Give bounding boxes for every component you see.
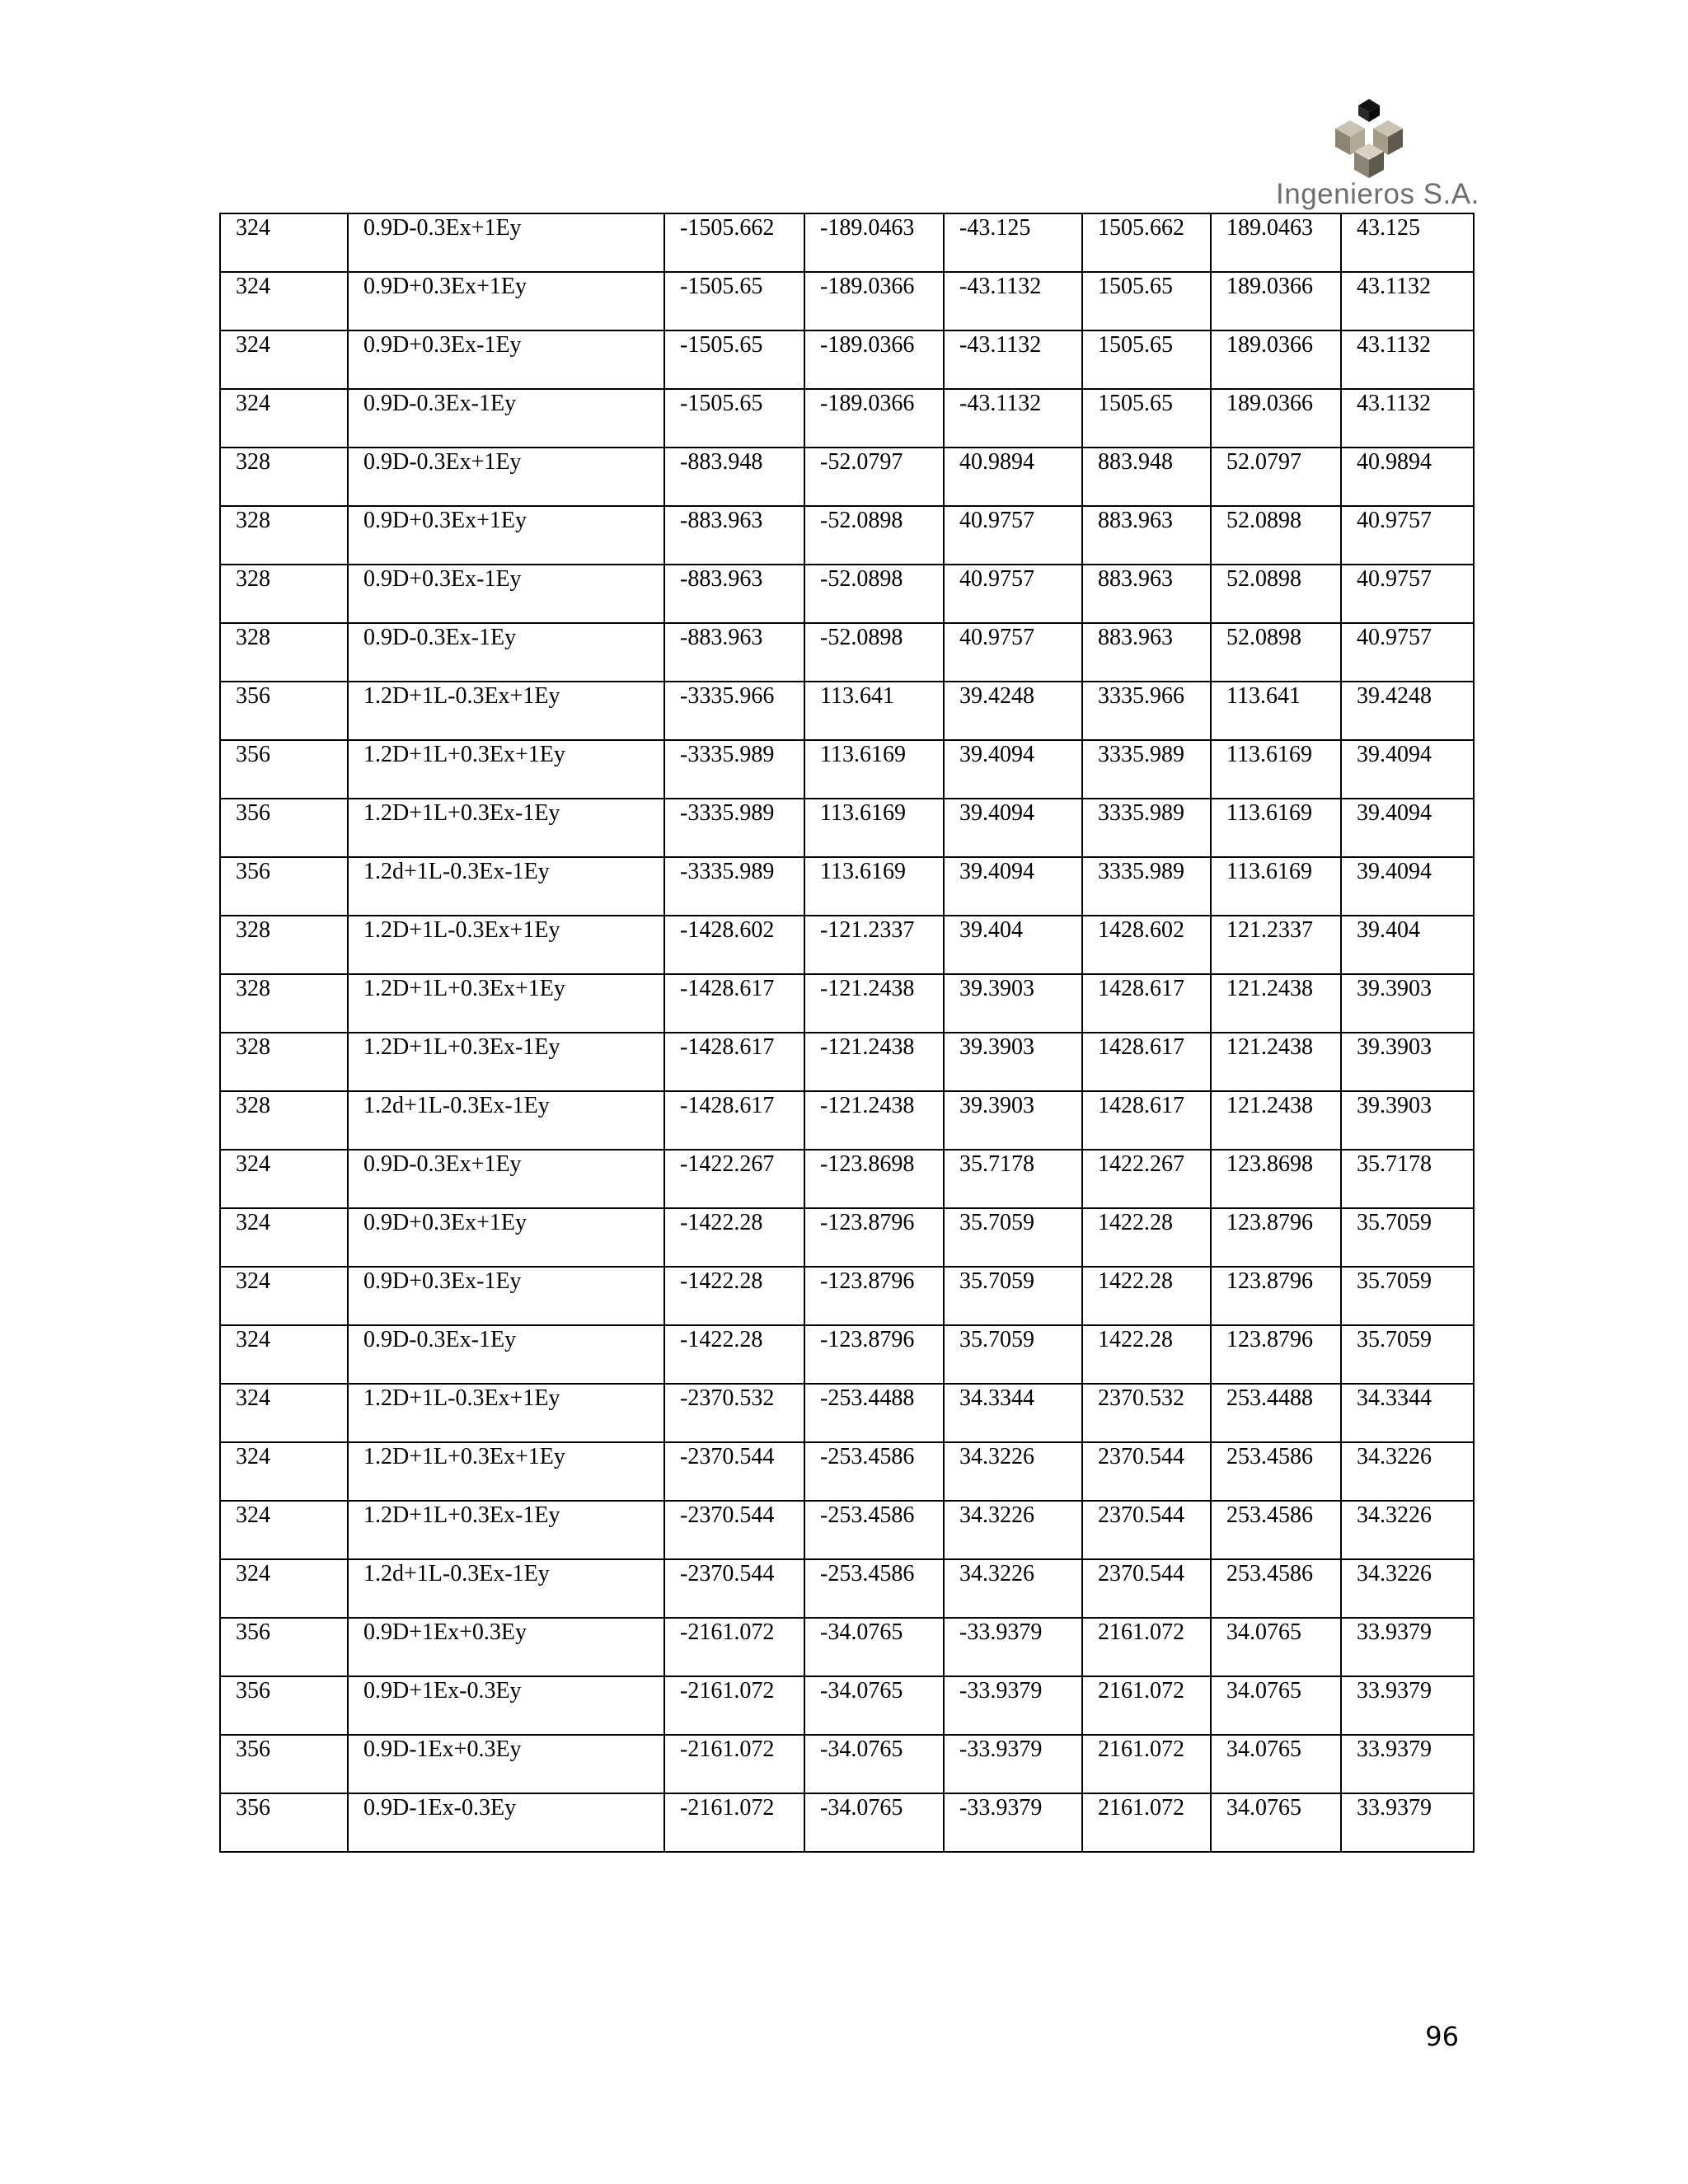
- load-combination-cell: 1.2D+1L-0.3Ex+1Ey: [348, 682, 664, 740]
- page-number: 96: [1425, 2021, 1459, 2052]
- value-cell: 253.4586: [1211, 1442, 1341, 1501]
- value-cell: 40.9757: [944, 506, 1082, 565]
- value-cell: -2370.544: [664, 1501, 804, 1559]
- value-cell: 883.963: [1082, 506, 1211, 565]
- value-cell: 52.0898: [1211, 565, 1341, 623]
- value-cell: 1422.28: [1082, 1325, 1211, 1384]
- table-row: [220, 1501, 1474, 1559]
- value-cell: -3335.989: [664, 799, 804, 857]
- value-cell: 1422.267: [1082, 1150, 1211, 1208]
- table-row: [220, 682, 1474, 740]
- load-combination-cell: 0.9D-1Ex-0.3Ey: [348, 1793, 664, 1852]
- stacked-cubes-logo-icon: [1324, 97, 1414, 180]
- value-cell: -121.2438: [804, 1091, 944, 1150]
- value-cell: -121.2337: [804, 916, 944, 974]
- value-cell: -33.9379: [944, 1735, 1082, 1793]
- element-id-cell: 328: [220, 974, 348, 1033]
- value-cell: 40.9757: [1341, 506, 1474, 565]
- element-id-cell: 356: [220, 1735, 348, 1793]
- load-combination-cell: 1.2d+1L-0.3Ex-1Ey: [348, 1559, 664, 1618]
- value-cell: -52.0898: [804, 565, 944, 623]
- value-cell: -34.0765: [804, 1735, 944, 1793]
- load-combination-cell: 1.2D+1L-0.3Ex+1Ey: [348, 916, 664, 974]
- value-cell: 33.9379: [1341, 1793, 1474, 1852]
- value-cell: -121.2438: [804, 974, 944, 1033]
- load-combination-cell: 0.9D-0.3Ex-1Ey: [348, 623, 664, 682]
- company-logo: [1276, 97, 1479, 213]
- value-cell: 113.6169: [1211, 740, 1341, 799]
- value-cell: 2161.072: [1082, 1618, 1211, 1676]
- value-cell: 34.3226: [1341, 1559, 1474, 1618]
- value-cell: 253.4586: [1211, 1559, 1341, 1618]
- value-cell: 123.8796: [1211, 1208, 1341, 1267]
- table-row: [220, 1793, 1474, 1852]
- value-cell: 1505.65: [1082, 272, 1211, 330]
- value-cell: 35.7059: [944, 1267, 1082, 1325]
- value-cell: 113.6169: [1211, 857, 1341, 916]
- load-combination-cell: 1.2d+1L-0.3Ex-1Ey: [348, 1091, 664, 1150]
- value-cell: 40.9757: [944, 623, 1082, 682]
- element-id-cell: 324: [220, 1442, 348, 1501]
- value-cell: 39.3903: [944, 1033, 1082, 1091]
- load-combination-cell: 0.9D-0.3Ex+1Ey: [348, 213, 664, 272]
- load-combination-cell: 0.9D+0.3Ex-1Ey: [348, 565, 664, 623]
- value-cell: 40.9894: [944, 448, 1082, 506]
- value-cell: -1422.28: [664, 1208, 804, 1267]
- value-cell: -1428.617: [664, 974, 804, 1033]
- load-combination-cell: 1.2D+1L+0.3Ex-1Ey: [348, 1501, 664, 1559]
- value-cell: 35.7059: [1341, 1267, 1474, 1325]
- element-id-cell: 328: [220, 1033, 348, 1091]
- table-row: [220, 1033, 1474, 1091]
- value-cell: -33.9379: [944, 1793, 1082, 1852]
- value-cell: 34.3226: [1341, 1501, 1474, 1559]
- value-cell: 253.4586: [1211, 1501, 1341, 1559]
- value-cell: 33.9379: [1341, 1735, 1474, 1793]
- value-cell: 883.963: [1082, 565, 1211, 623]
- value-cell: 52.0898: [1211, 623, 1341, 682]
- value-cell: -1422.267: [664, 1150, 804, 1208]
- value-cell: -3335.989: [664, 857, 804, 916]
- element-id-cell: 324: [220, 1150, 348, 1208]
- table-row: [220, 565, 1474, 623]
- value-cell: 1428.617: [1082, 974, 1211, 1033]
- table-row: [220, 1559, 1474, 1618]
- table-row: [220, 272, 1474, 330]
- value-cell: 33.9379: [1341, 1676, 1474, 1735]
- value-cell: 2370.544: [1082, 1501, 1211, 1559]
- value-cell: 39.4094: [944, 740, 1082, 799]
- element-id-cell: 324: [220, 1325, 348, 1384]
- value-cell: 39.4094: [1341, 857, 1474, 916]
- element-id-cell: 356: [220, 1793, 348, 1852]
- value-cell: -1505.65: [664, 272, 804, 330]
- value-cell: 123.8796: [1211, 1267, 1341, 1325]
- load-combination-cell: 0.9D-0.3Ex-1Ey: [348, 389, 664, 448]
- load-combination-cell: 0.9D+0.3Ex-1Ey: [348, 1267, 664, 1325]
- value-cell: 2161.072: [1082, 1735, 1211, 1793]
- element-id-cell: 328: [220, 506, 348, 565]
- value-cell: 40.9757: [944, 565, 1082, 623]
- value-cell: 2370.544: [1082, 1442, 1211, 1501]
- value-cell: 35.7178: [944, 1150, 1082, 1208]
- value-cell: -1505.662: [664, 213, 804, 272]
- table-body: [220, 213, 1474, 1852]
- value-cell: -253.4586: [804, 1559, 944, 1618]
- value-cell: 113.641: [1211, 682, 1341, 740]
- table-row: [220, 389, 1474, 448]
- element-id-cell: 324: [220, 389, 348, 448]
- value-cell: 113.6169: [804, 799, 944, 857]
- value-cell: 883.948: [1082, 448, 1211, 506]
- value-cell: -1505.65: [664, 389, 804, 448]
- element-id-cell: 324: [220, 330, 348, 389]
- value-cell: 1428.617: [1082, 1091, 1211, 1150]
- value-cell: 189.0366: [1211, 272, 1341, 330]
- table-row: [220, 1208, 1474, 1267]
- table-row: [220, 974, 1474, 1033]
- value-cell: 253.4488: [1211, 1384, 1341, 1442]
- element-id-cell: 356: [220, 857, 348, 916]
- value-cell: 3335.966: [1082, 682, 1211, 740]
- value-cell: 883.963: [1082, 623, 1211, 682]
- value-cell: 113.6169: [804, 857, 944, 916]
- element-id-cell: 328: [220, 565, 348, 623]
- value-cell: 39.3903: [1341, 1091, 1474, 1150]
- value-cell: 121.2438: [1211, 974, 1341, 1033]
- load-combination-cell: 1.2D+1L+0.3Ex+1Ey: [348, 740, 664, 799]
- value-cell: 113.6169: [804, 740, 944, 799]
- value-cell: -123.8796: [804, 1208, 944, 1267]
- element-id-cell: 324: [220, 1208, 348, 1267]
- load-combination-cell: 0.9D+0.3Ex+1Ey: [348, 1208, 664, 1267]
- value-cell: 40.9757: [1341, 623, 1474, 682]
- value-cell: 3335.989: [1082, 857, 1211, 916]
- value-cell: 2370.532: [1082, 1384, 1211, 1442]
- table-row: [220, 1442, 1474, 1501]
- load-combination-cell: 0.9D+0.3Ex-1Ey: [348, 330, 664, 389]
- value-cell: 39.404: [1341, 916, 1474, 974]
- value-cell: -121.2438: [804, 1033, 944, 1091]
- value-cell: 123.8698: [1211, 1150, 1341, 1208]
- table-row: [220, 1618, 1474, 1676]
- value-cell: -2370.544: [664, 1559, 804, 1618]
- value-cell: 3335.989: [1082, 740, 1211, 799]
- value-cell: -43.1132: [944, 389, 1082, 448]
- value-cell: -1422.28: [664, 1267, 804, 1325]
- value-cell: 35.7059: [1341, 1325, 1474, 1384]
- element-id-cell: 324: [220, 272, 348, 330]
- value-cell: -33.9379: [944, 1676, 1082, 1735]
- value-cell: 35.7059: [944, 1208, 1082, 1267]
- value-cell: -2161.072: [664, 1676, 804, 1735]
- table-row: [220, 1150, 1474, 1208]
- element-id-cell: 328: [220, 623, 348, 682]
- value-cell: 1505.65: [1082, 330, 1211, 389]
- value-cell: 39.404: [944, 916, 1082, 974]
- value-cell: -52.0898: [804, 506, 944, 565]
- value-cell: 113.641: [804, 682, 944, 740]
- load-combination-cell: 1.2D+1L+0.3Ex-1Ey: [348, 1033, 664, 1091]
- table-row: [220, 799, 1474, 857]
- value-cell: -1505.65: [664, 330, 804, 389]
- value-cell: -189.0366: [804, 330, 944, 389]
- load-combination-cell: 1.2D+1L+0.3Ex+1Ey: [348, 974, 664, 1033]
- value-cell: 39.4094: [1341, 740, 1474, 799]
- value-cell: 39.3903: [944, 1091, 1082, 1150]
- value-cell: -2161.072: [664, 1735, 804, 1793]
- value-cell: -189.0463: [804, 213, 944, 272]
- value-cell: -43.1132: [944, 272, 1082, 330]
- value-cell: 35.7059: [1341, 1208, 1474, 1267]
- value-cell: -1428.617: [664, 1091, 804, 1150]
- company-name: Ingenieros S.A.: [1276, 178, 1479, 210]
- value-cell: -1422.28: [664, 1325, 804, 1384]
- value-cell: 39.4094: [944, 857, 1082, 916]
- value-cell: 189.0366: [1211, 389, 1341, 448]
- value-cell: 39.3903: [1341, 1033, 1474, 1091]
- value-cell: -52.0797: [804, 448, 944, 506]
- load-combination-cell: 1.2D+1L+0.3Ex+1Ey: [348, 1442, 664, 1501]
- element-id-cell: 356: [220, 1676, 348, 1735]
- value-cell: 34.0765: [1211, 1676, 1341, 1735]
- value-cell: -2161.072: [664, 1793, 804, 1852]
- table-row: [220, 1325, 1474, 1384]
- value-cell: 1428.602: [1082, 916, 1211, 974]
- value-cell: 39.3903: [944, 974, 1082, 1033]
- value-cell: 1422.28: [1082, 1267, 1211, 1325]
- table-row: [220, 330, 1474, 389]
- value-cell: 1505.65: [1082, 389, 1211, 448]
- value-cell: 34.0765: [1211, 1793, 1341, 1852]
- value-cell: -2370.532: [664, 1384, 804, 1442]
- value-cell: 39.4094: [944, 799, 1082, 857]
- load-combination-cell: 1.2D+1L-0.3Ex+1Ey: [348, 1384, 664, 1442]
- value-cell: 1422.28: [1082, 1208, 1211, 1267]
- value-cell: 40.9894: [1341, 448, 1474, 506]
- value-cell: 52.0797: [1211, 448, 1341, 506]
- value-cell: 121.2438: [1211, 1091, 1341, 1150]
- value-cell: -2370.544: [664, 1442, 804, 1501]
- table-row: [220, 506, 1474, 565]
- load-combination-cell: 1.2D+1L+0.3Ex-1Ey: [348, 799, 664, 857]
- value-cell: 43.125: [1341, 213, 1474, 272]
- value-cell: 121.2337: [1211, 916, 1341, 974]
- value-cell: 123.8796: [1211, 1325, 1341, 1384]
- element-id-cell: 356: [220, 1618, 348, 1676]
- load-combination-cell: 0.9D-0.3Ex+1Ey: [348, 448, 664, 506]
- value-cell: 1505.662: [1082, 213, 1211, 272]
- value-cell: -123.8796: [804, 1267, 944, 1325]
- value-cell: 39.4248: [1341, 682, 1474, 740]
- load-combination-cell: 1.2d+1L-0.3Ex-1Ey: [348, 857, 664, 916]
- table-row: [220, 1384, 1474, 1442]
- value-cell: 39.3903: [1341, 974, 1474, 1033]
- value-cell: 40.9757: [1341, 565, 1474, 623]
- value-cell: 121.2438: [1211, 1033, 1341, 1091]
- table-row: [220, 1735, 1474, 1793]
- load-combination-cell: 0.9D+1Ex+0.3Ey: [348, 1618, 664, 1676]
- load-combination-cell: 0.9D-0.3Ex-1Ey: [348, 1325, 664, 1384]
- element-id-cell: 324: [220, 213, 348, 272]
- value-cell: 34.3344: [944, 1384, 1082, 1442]
- value-cell: 43.1132: [1341, 330, 1474, 389]
- value-cell: 34.3226: [944, 1559, 1082, 1618]
- value-cell: -34.0765: [804, 1618, 944, 1676]
- element-id-cell: 324: [220, 1267, 348, 1325]
- value-cell: -34.0765: [804, 1676, 944, 1735]
- value-cell: -883.963: [664, 623, 804, 682]
- load-combination-cell: 0.9D+1Ex-0.3Ey: [348, 1676, 664, 1735]
- value-cell: 34.3226: [944, 1442, 1082, 1501]
- table-row: [220, 740, 1474, 799]
- value-cell: -2161.072: [664, 1618, 804, 1676]
- value-cell: -52.0898: [804, 623, 944, 682]
- value-cell: 43.1132: [1341, 389, 1474, 448]
- value-cell: -34.0765: [804, 1793, 944, 1852]
- value-cell: 39.4094: [1341, 799, 1474, 857]
- value-cell: 189.0463: [1211, 213, 1341, 272]
- value-cell: -1428.602: [664, 916, 804, 974]
- element-id-cell: 328: [220, 448, 348, 506]
- value-cell: 39.4248: [944, 682, 1082, 740]
- value-cell: -123.8796: [804, 1325, 944, 1384]
- value-cell: 2161.072: [1082, 1676, 1211, 1735]
- value-cell: 1428.617: [1082, 1033, 1211, 1091]
- value-cell: 35.7178: [1341, 1150, 1474, 1208]
- value-cell: -883.963: [664, 506, 804, 565]
- value-cell: 2161.072: [1082, 1793, 1211, 1852]
- table-row: [220, 857, 1474, 916]
- table-row: [220, 623, 1474, 682]
- element-id-cell: 356: [220, 682, 348, 740]
- value-cell: -189.0366: [804, 272, 944, 330]
- element-id-cell: 324: [220, 1501, 348, 1559]
- element-id-cell: 324: [220, 1559, 348, 1618]
- value-cell: -123.8698: [804, 1150, 944, 1208]
- element-id-cell: 324: [220, 1384, 348, 1442]
- value-cell: -33.9379: [944, 1618, 1082, 1676]
- value-cell: 34.0765: [1211, 1735, 1341, 1793]
- value-cell: -883.963: [664, 565, 804, 623]
- load-combination-cell: 0.9D+0.3Ex+1Ey: [348, 506, 664, 565]
- value-cell: -3335.989: [664, 740, 804, 799]
- table-row: [220, 916, 1474, 974]
- table-row: [220, 1267, 1474, 1325]
- value-cell: -1428.617: [664, 1033, 804, 1091]
- element-id-cell: 328: [220, 1091, 348, 1150]
- value-cell: 34.0765: [1211, 1618, 1341, 1676]
- value-cell: 2370.544: [1082, 1559, 1211, 1618]
- value-cell: -883.948: [664, 448, 804, 506]
- value-cell: -253.4586: [804, 1442, 944, 1501]
- value-cell: -43.125: [944, 213, 1082, 272]
- value-cell: 34.3344: [1341, 1384, 1474, 1442]
- table-row: [220, 448, 1474, 506]
- value-cell: 34.3226: [1341, 1442, 1474, 1501]
- table-row: [220, 213, 1474, 272]
- value-cell: -253.4586: [804, 1501, 944, 1559]
- value-cell: 52.0898: [1211, 506, 1341, 565]
- value-cell: 113.6169: [1211, 799, 1341, 857]
- value-cell: 189.0366: [1211, 330, 1341, 389]
- value-cell: -43.1132: [944, 330, 1082, 389]
- value-cell: -189.0366: [804, 389, 944, 448]
- value-cell: -253.4488: [804, 1384, 944, 1442]
- value-cell: -3335.966: [664, 682, 804, 740]
- element-id-cell: 328: [220, 916, 348, 974]
- value-cell: 35.7059: [944, 1325, 1082, 1384]
- load-combination-cell: 0.9D-0.3Ex+1Ey: [348, 1150, 664, 1208]
- value-cell: 3335.989: [1082, 799, 1211, 857]
- value-cell: 43.1132: [1341, 272, 1474, 330]
- value-cell: 34.3226: [944, 1501, 1082, 1559]
- table-row: [220, 1091, 1474, 1150]
- load-combination-cell: 0.9D+0.3Ex+1Ey: [348, 272, 664, 330]
- load-combination-cell: 0.9D-1Ex+0.3Ey: [348, 1735, 664, 1793]
- value-cell: 33.9379: [1341, 1618, 1474, 1676]
- element-id-cell: 356: [220, 740, 348, 799]
- table-row: [220, 1676, 1474, 1735]
- element-id-cell: 356: [220, 799, 348, 857]
- load-combination-table: [219, 213, 1475, 1853]
